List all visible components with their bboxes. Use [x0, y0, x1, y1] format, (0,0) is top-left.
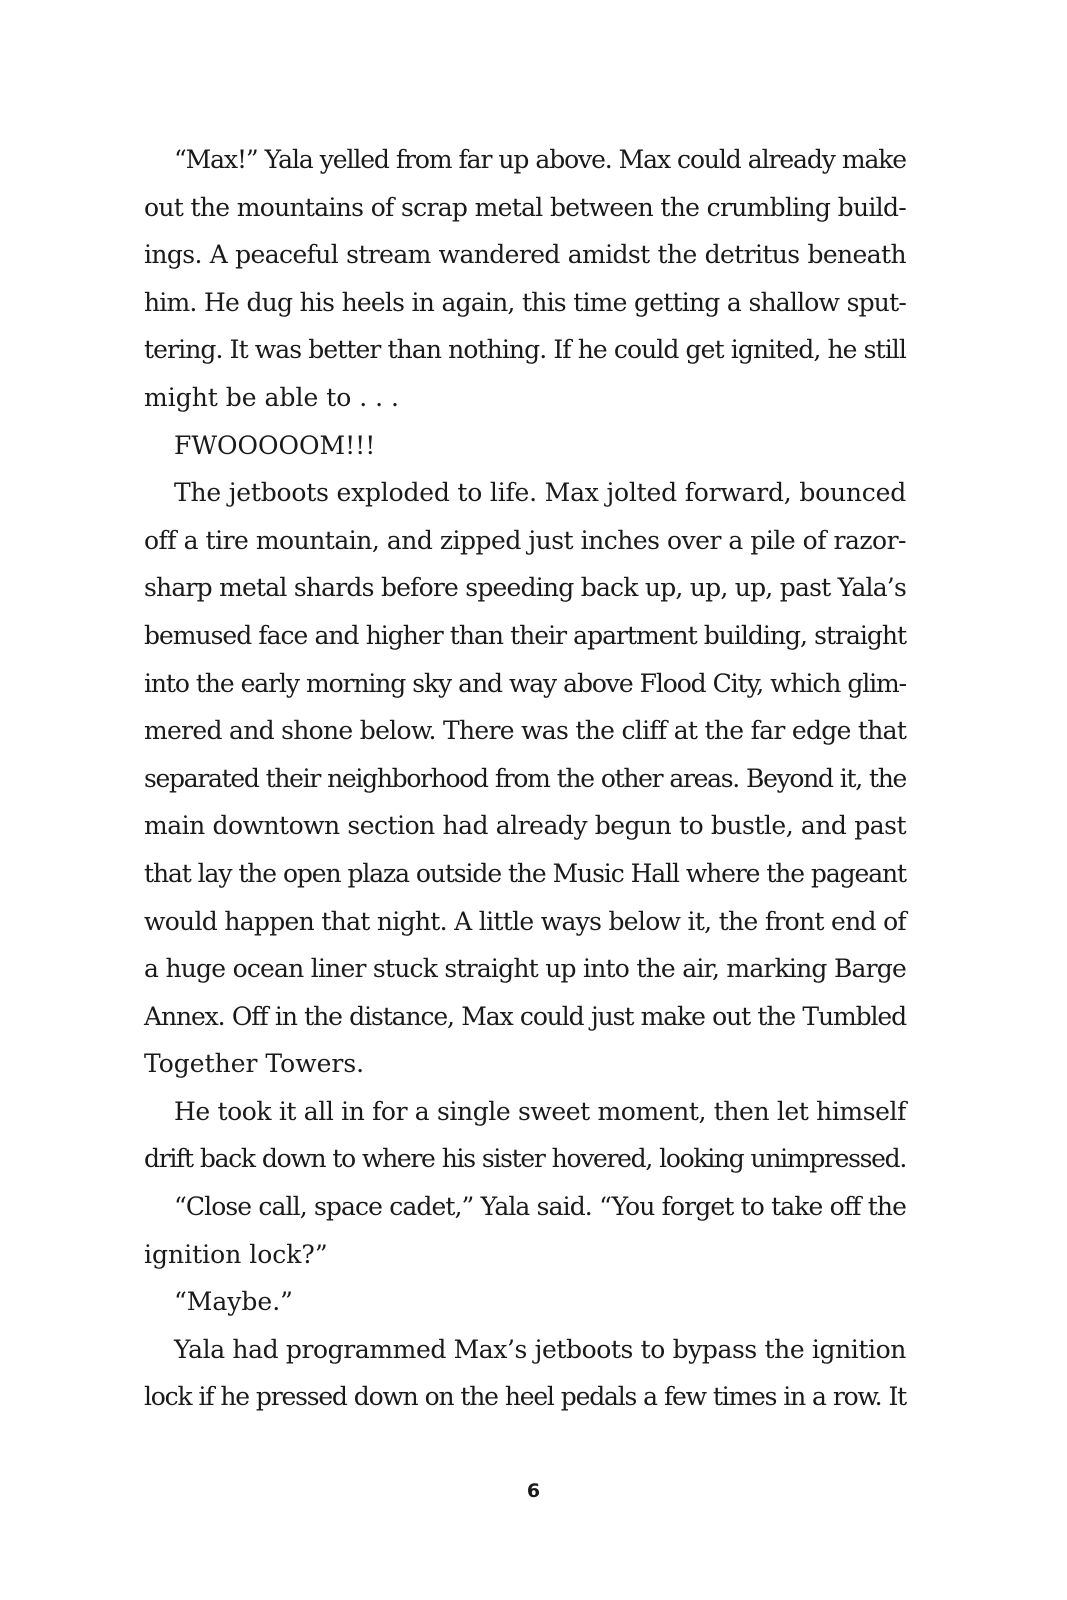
text-line: ings. A peaceful stream wandered amidst the detritus beneath: [144, 240, 906, 270]
text-line: Annex. Off in the distance, Max could just make out the Tumbled: [144, 1001, 906, 1031]
text-line: Yala had programmed Max’s jetboots to bypass the ignition: [174, 1334, 906, 1364]
text-line: off a tire mountain, and zipped just inches over a pile of razor-: [144, 525, 906, 555]
text-line: that lay the open plaza outside the Music Hall where the pageant: [144, 858, 906, 888]
text-line: sharp metal shards before speeding back up, up, up, past Yala’s: [144, 573, 906, 603]
text-line: him. He dug his heels in again, this time getting a shallow sput-: [144, 287, 906, 317]
text-line: The jetboots exploded to life. Max jolted forward, bounced: [174, 478, 906, 508]
text-line: lock if he pressed down on the heel pedals a few times in a row. It: [144, 1382, 906, 1412]
body-text: [144, 136, 906, 1421]
text-line: ignition lock?”: [144, 1239, 328, 1269]
text-line: “Max!” Yala yelled from far up above. Max could already make: [174, 145, 906, 174]
page-number: 6: [526, 1480, 541, 1502]
text-line: drift back down to where his sister hovered, looking unimpressed.: [144, 1144, 906, 1174]
text-line: Together Towers.: [144, 1049, 365, 1079]
text-line: “Close call, space cadet,” Yala said. “You forget to take off the: [174, 1192, 906, 1222]
text-line: FWOOOOOM!!!: [174, 430, 376, 460]
text-line: tering. It was better than nothing. If he could get ignited, he still: [144, 335, 906, 365]
text-line: bemused face and higher than their apartment building, straight: [144, 620, 906, 650]
text-line: would happen that night. A little ways below it, the front end of: [144, 906, 906, 936]
text-line: He took it all in for a single sweet moment, then let himself: [174, 1096, 906, 1126]
text-line: “Maybe.”: [174, 1287, 293, 1317]
text-line: main downtown section had already begun to bustle, and past: [144, 811, 906, 841]
text-line: mered and shone below. There was the cliff at the far edge that: [144, 716, 907, 746]
text-line: out the mountains of scrap metal between the crumbling build-: [144, 192, 906, 222]
text-line: might be able to . . .: [144, 382, 399, 412]
text-line: a huge ocean liner stuck straight up into the air, marking Barge: [144, 954, 906, 984]
text-line: into the early morning sky and way above Flood City, which glim-: [144, 668, 906, 698]
text-line: separated their neighborhood from the other areas. Beyond it, the: [144, 763, 906, 793]
